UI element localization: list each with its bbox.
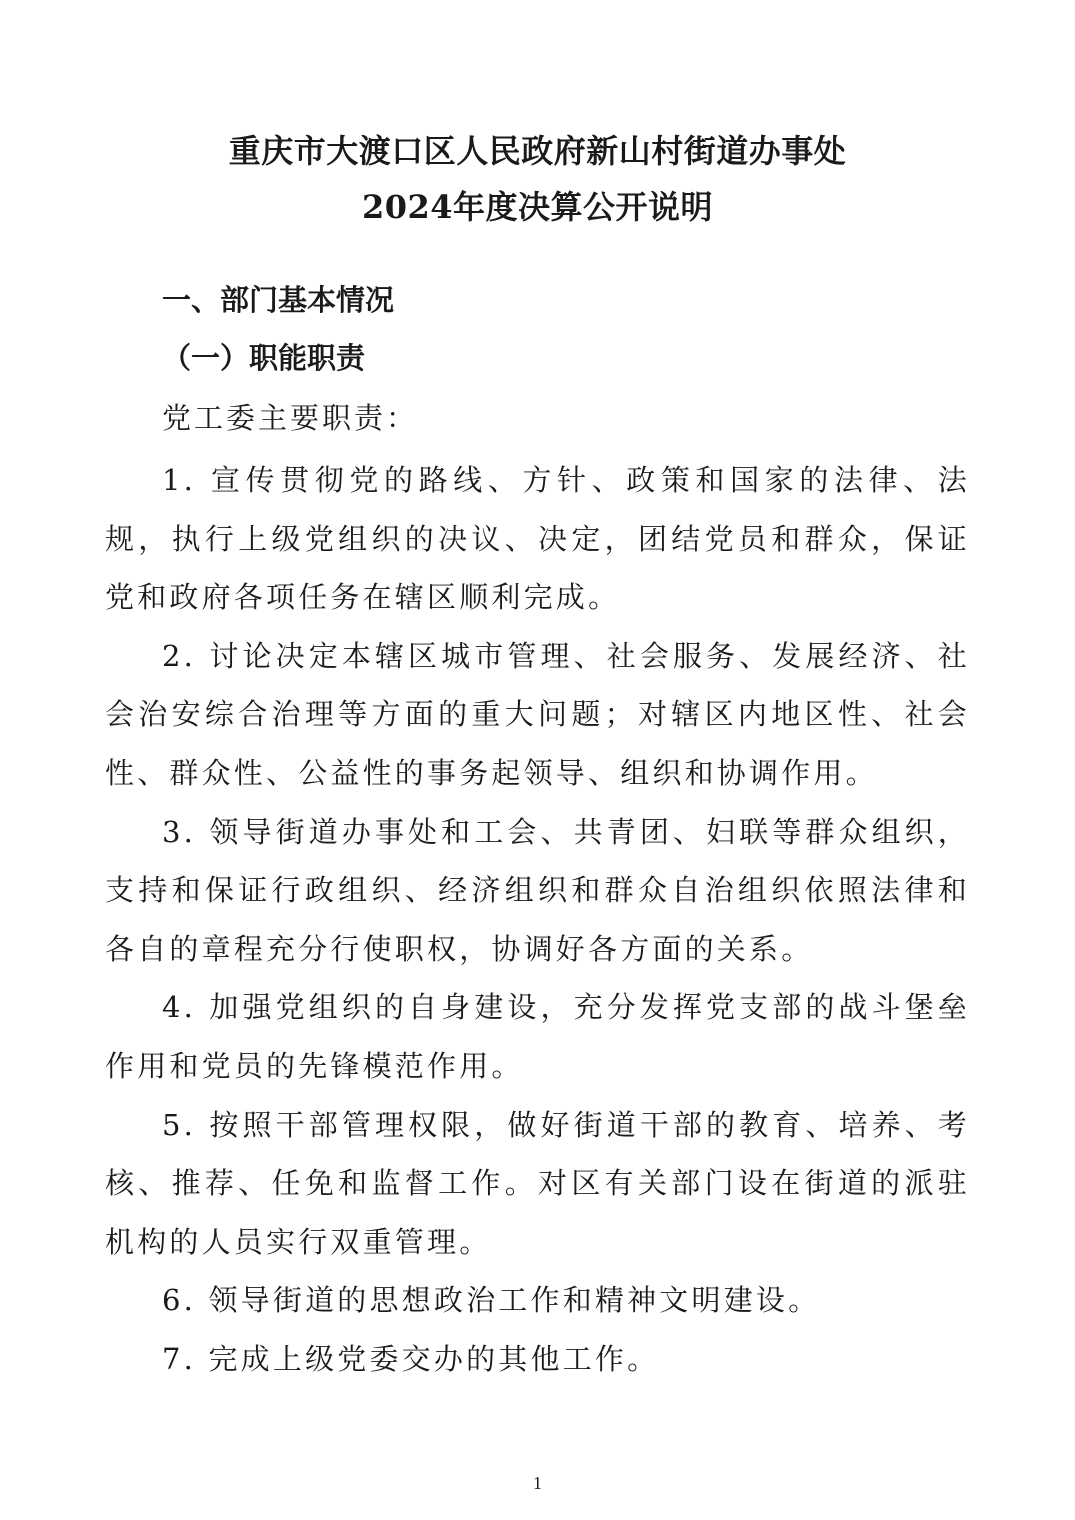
document-title-line-1: 重庆市大渡口区人民政府新山村街道办事处 (228, 132, 847, 170)
duty-list (105, 451, 970, 1389)
duty-item-2: 2. 讨论决定本辖区城市管理、社会服务、发展经济、社会治安综合治理等方面的重大问题；对辖区内地区性、社会性、群众性、公益性的事务起领导、组织和协调作用。 (105, 638, 970, 790)
document-title-line-2: 2024年度决算公开说明 (361, 188, 714, 226)
duty-item-7: 7. 完成上级党委交办的其他工作。 (162, 1341, 660, 1376)
subsection-heading: （一）职能职责 (162, 341, 366, 375)
duty-item-3: 3. 领导街道办事处和工会、共青团、妇联等群众组织，支持和保证行政组织、经济组织和群众自治组织依照法律和各自的章程充分行使职权，协调好各方面的关系。 (105, 814, 970, 966)
duty-item-1: 1. 宣传贯彻党的路线、方针、政策和国家的法律、法规，执行上级党组织的决议、决定，团结党员和群众，保证党和政府各项任务在辖区顺利完成。 (105, 463, 970, 615)
duty-item-4: 4. 加强党组织的自身建设，充分发挥党支部的战斗堡垒作用和党员的先锋模范作用。 (105, 990, 970, 1083)
duty-item-6: 6. 领导街道的思想政治工作和精神文明建设。 (162, 1283, 821, 1318)
page-number: 1 (533, 1473, 542, 1493)
section-heading: 一、部门基本情况 (162, 283, 395, 317)
duty-item-5: 5. 按照干部管理权限，做好街道干部的教育、培养、考核、推荐、任免和监督工作。对区有关部门设在街道的派驻机构的人员实行双重管理。 (105, 1107, 970, 1259)
intro-text: 党工委主要职责： (162, 401, 419, 435)
